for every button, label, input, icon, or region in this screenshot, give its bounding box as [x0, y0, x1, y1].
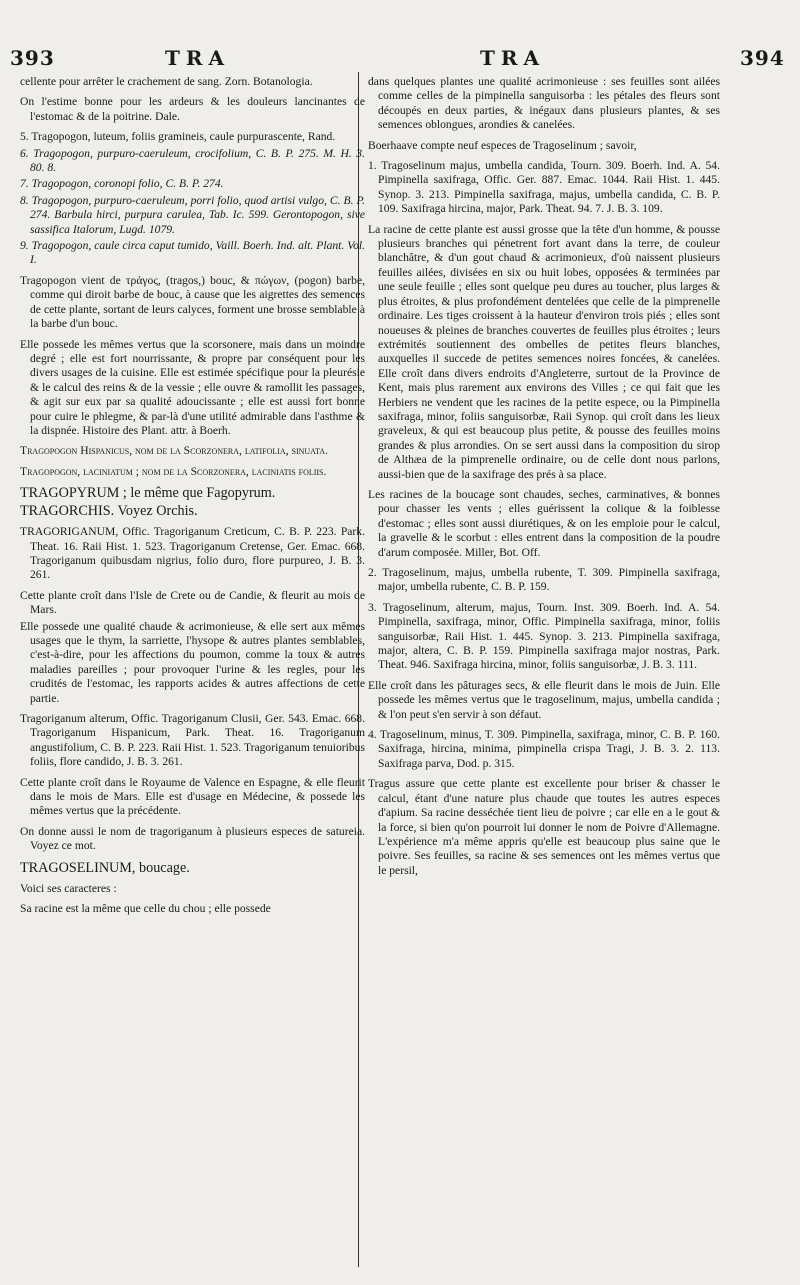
paragraph: Tragus assure que cette plante est excellente pour briser & chasser le calcul, étant d'une nature plus chaude que toutes les autres especes d'apium. Sa racine desséchée tient lieu de poivre ; car elle en a le gout & la force, si bien qu'on pourroit lui donner le nom de Poivre d'Allemagne. L'expérience m'a même appris qu'elle est beaucoup plus saine que le poivre. Ses feuilles, sa racine & ses semences ont les mêmes vertus que le persil,: [368, 777, 720, 877]
paragraph: Cette plante croît dans le Royaume de Valence en Espagne, & elle fleurit dans le mois de Mars. Elle est d'usage en Médecine, & possede les mêmes vertus que la précédente.: [20, 775, 365, 818]
paragraph: La racine de cette plante est aussi grosse que la tête d'un homme, & pousse plusieurs branches qui pénetrent fort avant dans la terre, de couleur blanchâtre, & d'un gout chaud & acrimonieux, d'où naissent plusieurs feuilles ailées, divisées en six ou huit lobes, opposées & terminées par une seule feuille ; elles sont quelque peu dures au toucher, plus larges & plus étroites, & plus profondément dentelées que celle de la pimprenelle ordinaire. Les tiges croissent à la hauteur d'environ trois piés ; elles sont noueuses & pleines de branches couvertes de feuilles plus étroites ; leurs extrémités soutiennent des ombelles de petites fleurs blanches, auxquelles il succede de petites semences noires foncées, & canelées. Elle croît dans divers endroits d'Angleterre, surtout de la Province de Kent, mais plus rarement aux environs des Villes ; ce qui fait que les Herbiers ne vendent que les racines de la petite espece, ou la Pimpinella saxifraga, minor, foliis sanguisorbæ, Raii Synop. qui croît dans les lieux graveleux, & qui est beaucoup plus petite, & pousse des feuilles moins grandes & plus arrondies. On se sert aussi dans la composition du sirop de Althæa de la pimprenelle ordinaire, ou de celle dont nous parlons, aussi-bien que de la saxifrage des prés à sa place.: [368, 222, 720, 481]
running-head-left: TRA: [165, 46, 231, 70]
list-item: 8. Tragopogon, purpuro-caeruleum, porri folio, quod artisi vulgo, C. B. P. 274. Barbula hirci, purpura carulea, Tab. Ic. 599. Gerontopogon, sive sassifica Italorum, Lugd. 1079.: [20, 193, 365, 236]
headword: TRAGOPYRUM ; le même que Fagopyrum.: [20, 485, 276, 502]
paragraph: Elle possede les mêmes vertus que la scorsonere, mais dans un moindre degré ; elle est fort nourrissante, & propre par conséquent pour les divers usages de la cuisine. Elle est estimée spécifique pour la pleurésie & le calcul des reins & de la vessie ; elle ouvre & ramollit les passages, & agit sur eux par sa qualité adoucissante ; elle est aussi fort bonne pour cuire le phlegme, & par-là d'une utilité admirable dans l'asthme & la dispnée. Histoire des Plant. attr. à Boerh.: [20, 337, 365, 437]
right-column: [368, 75, 720, 884]
list-item: 4. Tragoselinum, minus, T. 309. Pimpinella, saxifraga, minor, C. B. P. 160. Saxifraga, hircina, minima, pimpinella crispa Tragi, J. B. 3. 2. 113. Saxifraga parva, Dod. p. 315.: [368, 728, 720, 770]
paragraph: Elle possede une qualité chaude & acrimonieuse, & elle sert aux mêmes usages que le thym, la sarriette, l'hysope & autres plantes semblables, c'est-à-dire, pour les affections du poumon, comme la toux & autres maladies pareilles ; pour provoquer l'urine & les regles, pour les crudités de l'estomac, les rapports acides & autres affections de cette partie.: [20, 619, 365, 705]
headword: TRAGORCHIS. Voyez Orchis.: [20, 503, 198, 520]
list-item: 5. Tragopogon, luteum, foliis gramineis, caule purpurascente, Rand.: [20, 130, 336, 144]
paragraph: Sa racine est la même que celle du chou ; elle possede: [20, 902, 271, 916]
paragraph: Boerhaave compte neuf especes de Tragoselinum ; savoir,: [368, 138, 637, 152]
entry: TRAGORIGANUM, Offic. Tragoriganum Creticum, C. B. P. 223. Park. Theat. 16. Raii Hist. 1. 523. Tragoriganum Cretense, Ger. Emac. 668. Tragoriganum quibusdam nigrius, folio duro, flore purpureo, J. B. 3. 261.: [20, 525, 365, 582]
running-head-right: TRA: [480, 46, 546, 70]
paragraph: On donne aussi le nom de tragoriganum à plusieurs especes de satureia. Voyez ce mot.: [20, 824, 365, 853]
list-item: 9. Tragopogon, caule circa caput tumido, Vaill. Boerh. Ind. alt. Plant. Vol. I.: [20, 239, 365, 267]
entry: Tragoriganum alterum, Offic. Tragoriganum Clusii, Ger. 543. Emac. 668. Tragoriganum Hispanicum, Park. Theat. 16. Tragoriganum angustifolium, C. B. P. 223. Raii Hist. 1. 523. Tragoriganum tenuioribus foliis, flore candido, J. B. 3. 261.: [20, 712, 365, 769]
list-item: 2. Tragoselinum, majus, umbella rubente, T. 309. Pimpinella saxifraga, major, umbella rubente, C. B. P. 159.: [368, 566, 720, 594]
list-item: 1. Tragoselinum majus, umbella candida, Tourn. 309. Boerh. Ind. A. 54. Pimpinella saxifraga, Offic. Ger. 887. Emac. 1044. Raii Hist. 1. 445. Synop. 3. 213. Pimpinella saxifraga, majus, umbella candida, C. B. P. 109. Saxifraga hircina, major, Park. Theat. 94. 7. J. B. 3. 109.: [368, 159, 720, 216]
paragraph: Elle croît dans les pâturages secs, & elle fleurit dans le mois de Juin. Elle possede les mêmes vertus que le tragoselinum, majus, umbella candida ; & l'on peut s'en servir à son défaut.: [368, 678, 720, 721]
entry: Tragopogon, laciniatum ; nom de la Scorzonera, laciniatis foliis.: [20, 464, 327, 478]
left-column: [20, 75, 365, 923]
entry: Tragopogon Hispanicus, nom de la Scorzonera, latifolia, sinuata.: [20, 444, 328, 458]
list-item: 7. Tragopogon, coronopi folio, C. B. P. 274.: [20, 177, 224, 191]
paragraph: dans quelques plantes une qualité acrimonieuse : ses feuilles sont ailées comme celles de la pimpinella sanguisorba : les pétales des fleurs sont découpés en deux parties, & inégaux dans plusieurs plantes, & ses semences oblongues, arondies & canelées.: [368, 75, 720, 132]
paragraph: Voici ses caracteres :: [20, 881, 117, 895]
paragraph: Tragopogon vient de τράγος, (tragos,) bouc, & πώγων, (pogon) barbe, comme qui diroit barbe de bouc, à cause que les aigrettes des semences de cette plante, sortant de leurs calyces, forment une brosse semblable à la barbe d'un bouc.: [20, 273, 365, 331]
headword: TRAGOSELINUM, boucage.: [20, 859, 190, 876]
list-item: 6. Tragopogon, purpuro-caeruleum, crocifolium, C. B. P. 275. M. H. 3. 80. 8.: [20, 146, 365, 175]
paragraph: cellente pour arrêter le crachement de sang. Zorn. Botanologia.: [20, 75, 313, 88]
list-item: 3. Tragoselinum, alterum, majus, Tourn. Inst. 309. Boerh. Ind. A. 54. Pimpinella, saxifraga, minor, Offic. Pimpinella saxifraga, minor, foliis sanguisorbæ, Raii Hist. 1. 445. Synop. 3. 213. Pimpinella saxifraga, major, altera, C. B. P. 159. Pimpinella saxifraga major nostras, Park. Theat. 946. Saxifraga hircina, minor, foliis sanguisorbæ, J. B. 3. 111.: [368, 600, 720, 672]
paragraph: Les racines de la boucage sont chaudes, seches, carminatives, & bonnes pour chasser les vents ; elles guérissent la colique & la foiblesse d'estomac ; elles sont aussi diurétiques, & on les emploie pour le calcul, la gravelle & le scorbut : elles entrent dans la composition de la poudre d'arum composée. Miller, Bot. Off.: [368, 487, 720, 559]
page-number-right: 394: [740, 46, 785, 70]
page-number-left: 393: [10, 46, 55, 70]
paragraph: Cette plante croît dans l'Isle de Crete ou de Candie, & fleurit au mois de Mars.: [20, 588, 365, 617]
paragraph: On l'estime bonne pour les ardeurs & les douleurs lancinantes de l'estomac & de la poitrine. Dale.: [20, 95, 365, 123]
